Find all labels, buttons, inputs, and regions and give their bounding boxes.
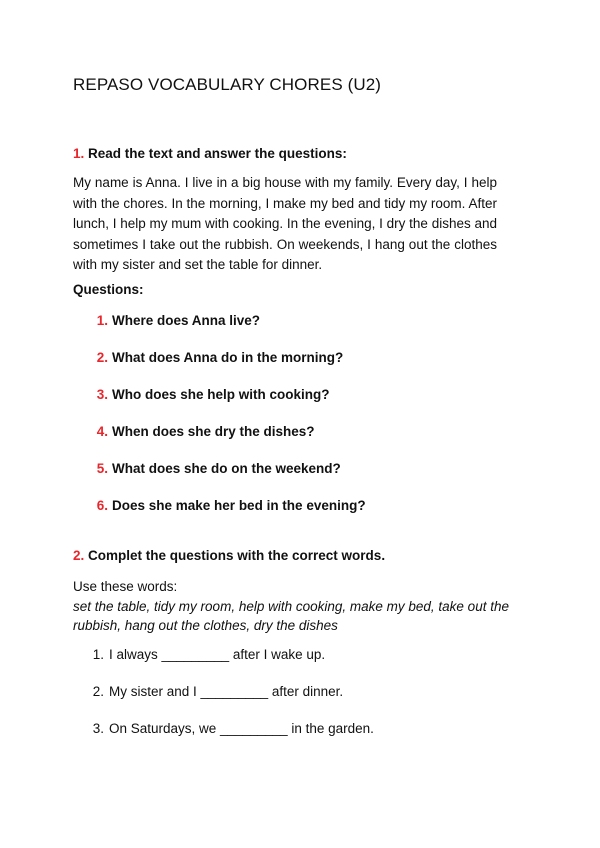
question-item <box>90 498 366 513</box>
fill-in-text: I always _________ after I wake up. <box>109 647 326 662</box>
word-bank-label: Use these words: <box>73 579 178 594</box>
question-text: What does she do on the weekend? <box>112 461 341 476</box>
fill-in-item <box>90 684 343 699</box>
question-text: Does she make her bed in the evening? <box>112 498 366 513</box>
question-item <box>90 387 330 402</box>
question-item <box>90 424 315 439</box>
section-2-heading <box>73 548 385 563</box>
section-1-heading-text: Read the text and answer the questions: <box>88 146 347 161</box>
fill-in-item <box>90 647 325 662</box>
fill-in-number: 3. <box>92 721 104 736</box>
question-item <box>90 461 341 476</box>
fill-in-text: On Saturdays, we _________ in the garden. <box>109 721 374 736</box>
section-1-heading <box>73 146 347 161</box>
questions-label: Questions: <box>73 282 144 297</box>
question-text: When does she dry the dishes? <box>112 424 315 439</box>
question-item <box>90 350 343 365</box>
fill-in-number: 2. <box>92 684 104 699</box>
fill-in-text: My sister and I _________ after dinner. <box>109 684 344 699</box>
section-1-number: 1. <box>73 146 85 161</box>
question-number: 1. <box>96 313 108 328</box>
page-title: REPASO VOCABULARY CHORES (U2) <box>73 75 382 94</box>
fill-in-number: 1. <box>92 647 104 662</box>
section-2-number: 2. <box>73 548 85 563</box>
question-item <box>90 313 260 328</box>
section-2-heading-text: Complet the questions with the correct words. <box>88 548 386 563</box>
question-number: 4. <box>96 424 108 439</box>
question-number: 5. <box>96 461 108 476</box>
question-number: 2. <box>96 350 108 365</box>
question-text: What does Anna do in the morning? <box>112 350 344 365</box>
reading-text: My name is Anna. I live in a big house with my family. Every day, I help with the chores. In the morning, I make my bed and tidy my room. After lunch, I help my mum with cooking. In the evening, I dry the dishes and sometimes I take out the rubbish. On weekends, I hang out the clothes with my sister and set the table for dinner. <box>73 175 497 272</box>
question-number: 3. <box>96 387 108 402</box>
question-number: 6. <box>96 498 108 513</box>
word-bank: set the table, tidy my room, help with cooking, make my bed, take out the rubbish, hang out the clothes, dry the dishes <box>73 599 509 633</box>
question-text: Where does Anna live? <box>112 313 261 328</box>
fill-in-item <box>90 721 374 736</box>
question-text: Who does she help with cooking? <box>112 387 330 402</box>
